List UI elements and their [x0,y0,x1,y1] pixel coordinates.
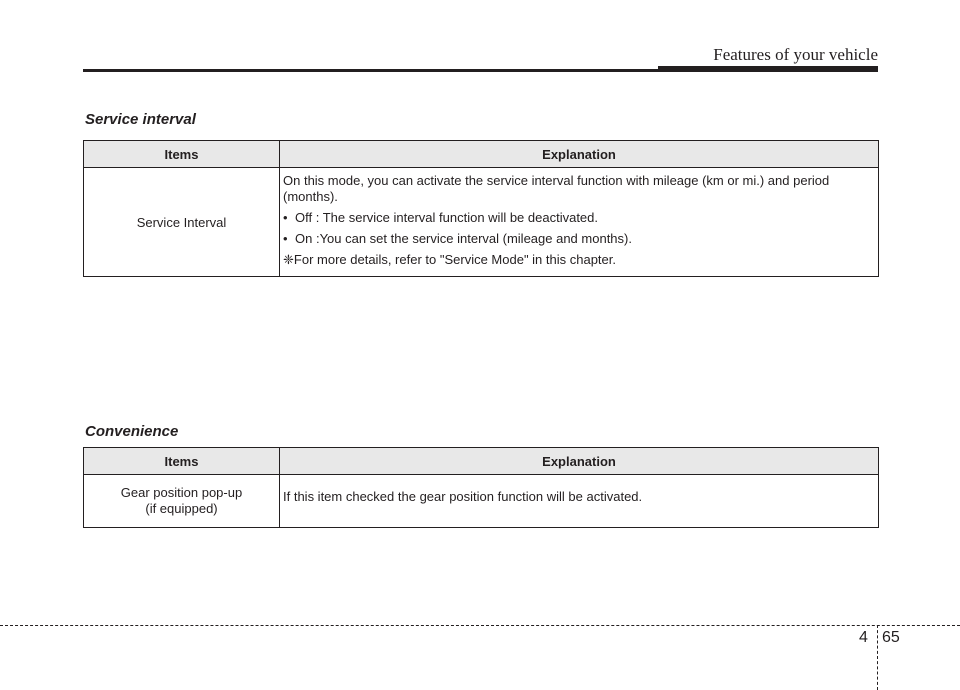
column-header-explanation: Explanation [280,448,879,475]
explanation-intro: On this mode, you can activate the service interval function with mileage (km or mi.) and period (months). [283,173,830,204]
item-name: Gear position pop-up [120,485,243,500]
table-header-row [84,448,879,475]
list-item [283,210,874,226]
footer-divider [877,625,878,690]
note-asterisk-icon: ❈ [283,252,294,267]
header-rule-accent [658,66,878,72]
item-gear-position-popup [84,475,280,528]
bullet-text-off: Off : The service interval function will be deactivated. [295,210,599,225]
explanation-bullet-list [283,210,874,247]
item-service-interval: Service Interval [84,168,280,277]
footer-rule [0,625,960,626]
convenience-title: Convenience [85,423,179,440]
table-row [84,475,879,528]
table-header-row [84,141,879,168]
list-item [283,231,874,247]
note-text: For more details, refer to "Service Mode" in this chapter. [293,252,616,267]
bullet-icon: • [283,210,288,225]
table-row [84,168,879,277]
column-header-explanation: Explanation [280,141,879,168]
explanation-note [283,252,874,268]
service-interval-table [83,140,879,277]
column-header-items: Items [84,141,280,168]
bullet-icon: • [283,231,288,246]
running-header-title: Features of your vehicle [713,45,878,64]
bullet-text-on: On :You can set the service interval (mileage and months). [295,231,632,246]
chapter-number: 4 [859,629,868,646]
convenience-table [83,447,879,528]
explanation-cell [280,168,879,277]
service-interval-title: Service interval [85,111,196,128]
item-qualifier: (if equipped) [145,501,218,516]
page-number: 65 [882,629,900,646]
column-header-items: Items [84,448,280,475]
explanation-cell: If this item checked the gear position function will be activated. [280,475,879,528]
